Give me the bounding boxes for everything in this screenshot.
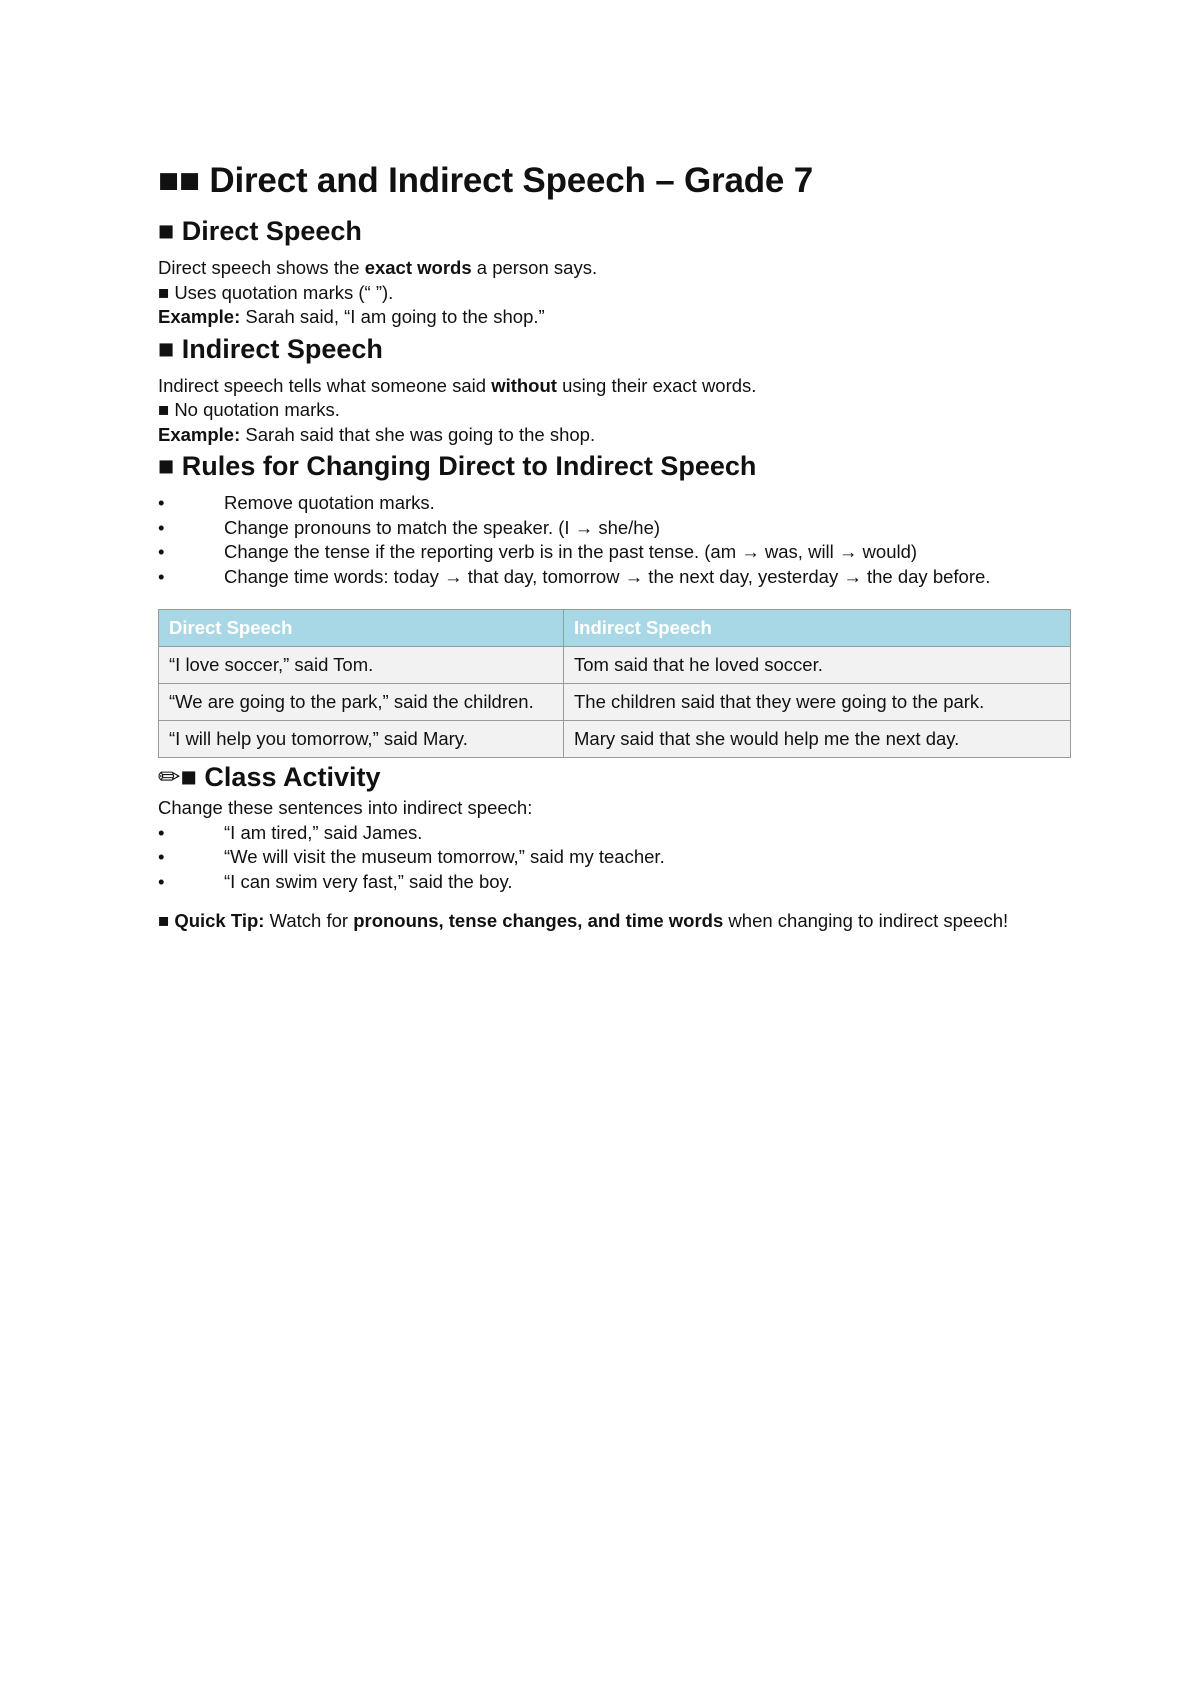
indirect-speech-body (158, 374, 1070, 448)
table-row (159, 684, 1071, 721)
quick-tip: ■ Quick Tip: Watch for pronouns, tense changes, and time words when changing to indirect speech! (158, 910, 1009, 931)
table-header-row (159, 610, 1071, 647)
table-cell: “We are going to the park,” said the children. (159, 684, 564, 721)
bullet-icon: • (158, 870, 165, 892)
list-item: • Change time words: today → that day, tomorrow → the next day, yesterday → the day before. (158, 565, 1070, 590)
bullet-icon: • (158, 541, 165, 562)
quick-tip-label: ■ Quick Tip: (158, 910, 265, 931)
table-row (159, 721, 1071, 758)
table-cell: “I love soccer,” said Tom. (159, 647, 564, 684)
indirect-speech-note: ■ No quotation marks. (158, 399, 340, 420)
document-page (158, 150, 1070, 953)
bullet-icon: • (158, 565, 165, 587)
class-activity-heading: ✏■ Class Activity (158, 762, 381, 792)
list-item: • “I am tired,” said James. (158, 821, 1070, 846)
list-item: • Remove quotation marks. (158, 491, 1070, 516)
indirect-speech-heading: ■ Indirect Speech (158, 333, 383, 364)
direct-speech-heading: ■ Direct Speech (158, 216, 362, 246)
direct-speech-note: ■ Uses quotation marks (“ ”). (158, 281, 394, 303)
emphasis-without: without (491, 374, 557, 396)
activity-intro: Change these sentences into indirect speech: (158, 797, 533, 818)
table-row (159, 647, 1071, 684)
rules-list (158, 491, 1070, 589)
quick-tip-emphasis: pronouns, tense changes, and time words (353, 910, 724, 931)
emphasis-exact-words: exact words (364, 257, 472, 278)
speech-comparison-table (158, 609, 1071, 758)
example-label: Example: (158, 423, 241, 445)
bullet-icon: • (158, 846, 165, 867)
rules-heading: ■ Rules for Changing Direct to Indirect Speech (158, 451, 757, 481)
list-item: • Change the tense if the reporting verb is in the past tense. (am → was, will → would) (158, 540, 1070, 565)
direct-speech-example: Example: Sarah said, “I am going to the shop.” (158, 306, 545, 327)
bullet-icon: • (158, 821, 165, 843)
table-cell: The children said that they were going to the park. (564, 684, 1071, 721)
example-label: Example: (158, 306, 241, 327)
table-cell: Tom said that he loved soccer. (564, 647, 1071, 684)
list-item: • Change pronouns to match the speaker. (I → she/he) (158, 516, 1070, 541)
column-header-indirect: Indirect Speech (564, 610, 1071, 647)
indirect-speech-example: Example: Sarah said that she was going to the shop. (158, 423, 596, 445)
list-item: • “I can swim very fast,” said the boy. (158, 870, 1070, 895)
list-item: • “We will visit the museum tomorrow,” said my teacher. (158, 845, 1070, 870)
bullet-icon: • (158, 492, 165, 513)
bullet-icon: • (158, 516, 165, 538)
indirect-speech-definition: Indirect speech tells what someone said without using their exact words. (158, 374, 757, 396)
activity-list (158, 821, 1070, 895)
column-header-direct: Direct Speech (159, 610, 564, 647)
direct-speech-definition: Direct speech shows the exact words a person says. (158, 257, 598, 278)
table-cell: Mary said that she would help me the next day. (564, 721, 1071, 758)
direct-speech-body (158, 256, 1070, 330)
table-cell: “I will help you tomorrow,” said Mary. (159, 721, 564, 758)
page-title: ■■ Direct and Indirect Speech – Grade 7 (158, 161, 813, 200)
